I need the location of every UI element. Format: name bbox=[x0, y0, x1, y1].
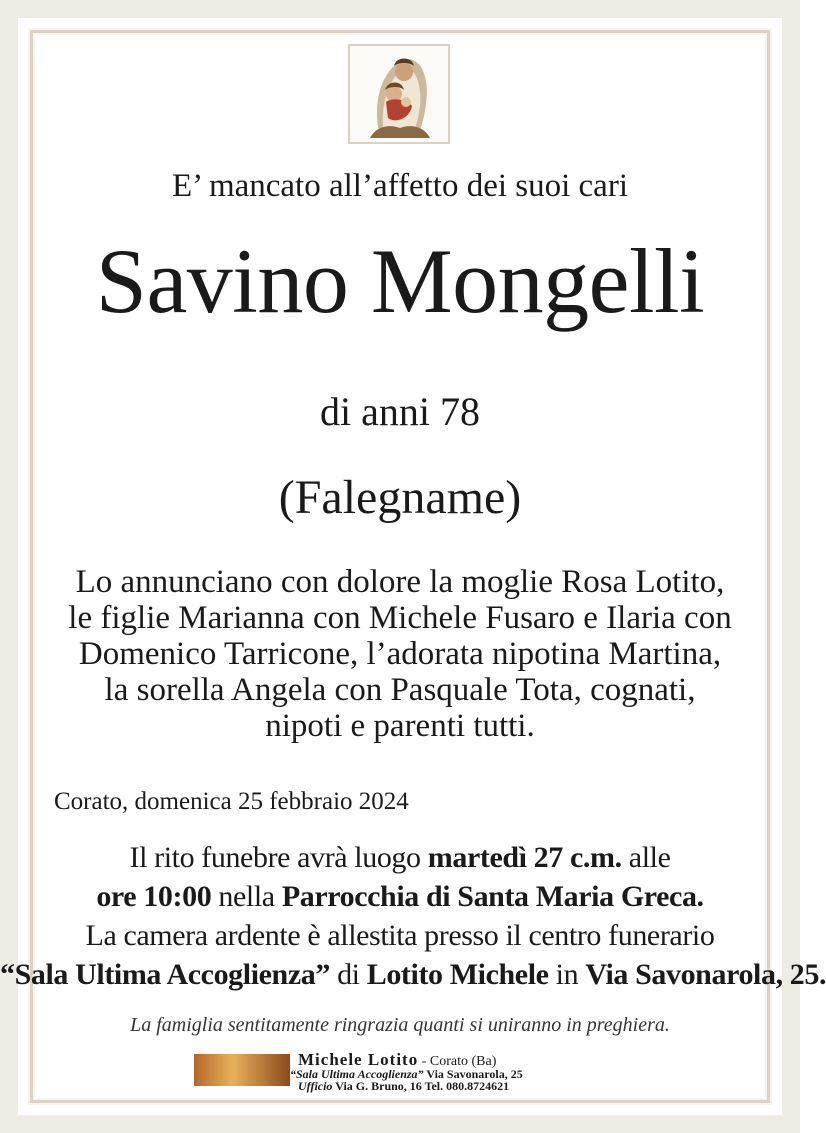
announcement-line: Lo annunciano con dolore la moglie Rosa Lotito, bbox=[75, 564, 725, 600]
rite-text: di bbox=[329, 958, 367, 991]
funeral-home-address: Via Savonarola, 25. bbox=[585, 958, 826, 991]
profession-line: (Falegname) bbox=[278, 471, 522, 524]
rite-text: Il rito funebre avrà luogo bbox=[129, 841, 428, 874]
rite-text: nella bbox=[211, 880, 282, 913]
announcement-line: la sorella Angela con Pasquale Tota, cognati, bbox=[104, 672, 696, 708]
rite-church: Parrocchia di Santa Maria Greca. bbox=[281, 880, 704, 913]
footer-address: Via Savonarola, 25 bbox=[423, 1067, 523, 1081]
announcement-line: Domenico Tarricone, l’adorata nipotina Martina, bbox=[78, 636, 722, 672]
footer-home-name: “Sala Ultima Accoglienza” bbox=[290, 1067, 424, 1081]
holy-family-icon bbox=[348, 44, 450, 144]
rite-line-3: La camera ardente è allestita presso il centro funerario bbox=[85, 919, 715, 952]
intro-line: E’ mancato all’affetto dei suoi cari bbox=[172, 168, 628, 204]
rite-text: in bbox=[548, 958, 586, 991]
funeral-home-photo bbox=[194, 1054, 290, 1086]
funeral-home-footer bbox=[194, 1050, 614, 1092]
rite-date: martedì 27 c.m. bbox=[427, 841, 622, 874]
rite-text: alle bbox=[621, 841, 671, 874]
footer-name-text: Michele Lotito bbox=[298, 1050, 419, 1069]
footer-office-line bbox=[298, 1079, 509, 1094]
rite-line-2 bbox=[0, 877, 800, 916]
rite-time: ore 10:00 bbox=[96, 880, 212, 913]
rite-line-4 bbox=[0, 955, 826, 994]
footer-office-address: Via G. Bruno, 16 Tel. 080.8724621 bbox=[332, 1079, 510, 1093]
footer-city: - Corato (Ba) bbox=[418, 1054, 497, 1069]
rite-line-1 bbox=[0, 838, 800, 877]
age-line: di anni 78 bbox=[320, 389, 480, 434]
footer-office-label: Ufficio bbox=[298, 1079, 333, 1093]
funeral-home-name: “Sala Ultima Accoglienza” bbox=[0, 958, 330, 991]
announcement-block bbox=[0, 564, 800, 744]
funeral-home-owner: Lotito Michele bbox=[366, 958, 549, 991]
rite-block bbox=[0, 838, 826, 994]
place-date: Corato, domenica 25 febbraio 2024 bbox=[54, 788, 409, 815]
thanks-line: La famiglia sentitamente ringrazia quanti si uniranno in preghiera. bbox=[130, 1014, 670, 1036]
announcement-line: nipoti e parenti tutti. bbox=[265, 708, 535, 744]
deceased-name: Savino Mongelli bbox=[95, 230, 705, 332]
announcement-line: le figlie Marianna con Michele Fusaro e Ilaria con bbox=[68, 600, 732, 636]
